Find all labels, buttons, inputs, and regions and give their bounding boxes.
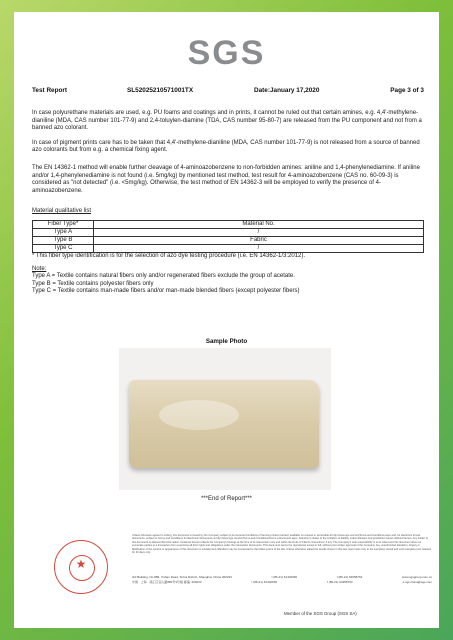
table-cell: Type A: [33, 228, 94, 236]
material-section-title: Material qualitative list: [32, 208, 92, 215]
table-header-cell: Fiber Type*: [33, 220, 94, 228]
material-table: [32, 220, 424, 253]
address-block: [132, 575, 432, 585]
table-row: [33, 228, 424, 236]
table-row: [33, 244, 424, 252]
table-footnote: * This fiber type identification is for the selection of azo dye testing procedure (i.e. EN 14362-1/3:2012).: [32, 252, 306, 259]
note-line: Type C = Textile contains man-made fibers and/or man-made blended fibers (except polyester fibers): [32, 288, 300, 295]
star-icon: ★: [75, 557, 87, 571]
table-cell: /: [94, 228, 424, 236]
paragraph: In case polyurethane materials are used, e.g. PU foams and coatings and in prints, it cannot be ruled out that certain amines, e.g. 4,4'-methylene-dianiline (MDA, CAS number 101-77-9) and 2,4-toluylen-diamine (TDA, CAS number 95-80-7) are released from the PU component and not from a banned azo colorant.: [32, 110, 422, 132]
note-title: Note:: [32, 265, 47, 272]
table-cell: Type B: [33, 236, 94, 244]
header-label: Test Report: [32, 87, 68, 94]
table-cell: Type C: [33, 244, 94, 252]
table-cell: /: [94, 244, 424, 252]
photo-title: Sample Photo: [205, 338, 248, 345]
address-line: 中国 · 上海 · 徐汇区宜山路889号3号楼 邮编: 200233 t (86-21) 61402666 f (86-21) 64958763 e sgs.china@sgs.com: [132, 580, 432, 584]
report-page: [14, 12, 439, 628]
member-line: Member of the SGS Group (SGS SA): [284, 611, 357, 616]
table-cell: Fabric: [94, 236, 424, 244]
table-header-cell: Material No.: [94, 220, 424, 228]
page-number: Page 3 of 3: [390, 87, 424, 94]
sgs-logo: SGS: [187, 34, 266, 72]
report-date: Date:January 17,2020: [254, 87, 320, 94]
fabric-sample-image: [129, 380, 319, 468]
terms-footer: Unless otherwise agreed in writing, this document is issued by the Company subject to its General Conditions of Service printed overleaf, available on request or accessible at http://www.sgs.com/en/Terms-and-Conditions.aspx and, for electronic format documents, subject to Terms and Conditions for Electronic Documents at http://www.sgs.com/en/Terms-and-Conditions/Terms-e-Document.aspx. Attention is drawn to the limitation of liability, indemnification and jurisdiction issues defined therein. Any holder of this document is advised that information contained hereon reflects the Company's findings at the time of its intervention only and within the limits of Client's instructions, if any. The Company's sole responsibility is to its Client and this document does not exonerate parties to a transaction from exercising all their rights and obligations under the transaction documents. This document cannot be reproduced except in full, without prior written approval of the Company. Any unauthorized alteration, forgery or falsification of the content or appearance of this document is unlawful and offenders may be prosecuted to the fullest extent of the law. Unless otherwise stated the results shown in this test report refer only to the sample(s) tested and such sample(s) are retained for 30 days only.: [132, 534, 432, 555]
inspection-seal-stamp: [54, 540, 108, 594]
paragraph: In case of pigment prints care has to be taken that 4,4'-methylene-dianiline (MDA, CAS number 101-77-9) is not released from a source of banned azo colorants but from e.g. a chemical fixing agent.: [32, 139, 420, 154]
report-number: SL52025210571001TX: [127, 87, 194, 94]
report-body: [32, 110, 424, 296]
table-row: [33, 236, 424, 244]
note-line: Type B = Textile contains polyester fibers only: [32, 280, 154, 287]
address-line: 3rd Building, No.889, Yishan Road, Xuhui District, Shanghai, China 200233 t (86-21) 61402666 f (86-21) 64958763 www.sgsgroup.com.cn: [132, 575, 432, 579]
sample-photo: [119, 348, 331, 490]
note-line: Type A = Textile contains natural fibers only and/or regenerated fibers exclude the group of acetate.: [32, 273, 295, 280]
table-header-row: [33, 220, 424, 228]
end-of-report: ***End of Report***: [200, 496, 253, 502]
paragraph: The EN 14362-1 method will enable further cleavage of 4-aminoazobenzene to non-forbidden amines: aniline and 1,4-phenylenediamine. If aniline and/or 1,4-phenylenediamine is not found (i.e. 5mg/kg) by mentioned test method, test result for 4-aminoazobenzene (CAS no. 60-09-3) is considered as "not detected" (i.e. <5mg/kg). Otherwise, the test method of EN 14362-3 will be employed to verify the presence of 4-aminoazobenzene.: [32, 164, 420, 194]
